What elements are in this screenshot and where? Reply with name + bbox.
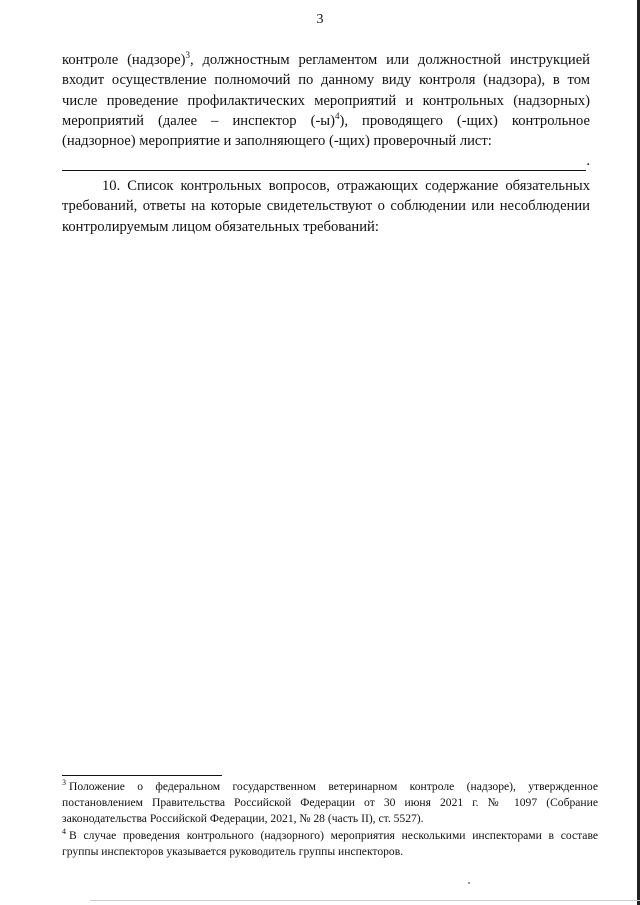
scan-bottom-edge [90, 900, 640, 901]
scan-artifact-dot [468, 882, 470, 884]
footnote-ref-4: 4 [334, 111, 340, 122]
footnote-mark: 4 [62, 826, 66, 836]
paragraph-text-part-3: ), проводящего (-щих) контрольное (надзорное) мероприятие и заполняющего (-щих) проверочный лист: [62, 112, 590, 150]
footnotes-section [62, 779, 598, 860]
paragraph-inspector-authority [62, 50, 590, 171]
fill-in-blank-line [62, 158, 586, 171]
footnote-separator [62, 775, 222, 776]
footnote-text: В случае проведения контрольного (надзорного) мероприятия несколькими инспекторами в составе группы инспекторов указывается руководитель группы инспекторов. [62, 828, 598, 858]
page-number: 3 [316, 12, 324, 27]
fill-in-line-end: . [586, 153, 590, 170]
footnote-text: Положение о федеральном государственном ветеринарном контроле (надзоре), утвержденное постановлением Правительства Российской Федерации от 30 июня 2021 г. № 1097 (Собрание законодательства Российской Федерации, 2021, № 28 (часть II), ст. 5527). [62, 780, 598, 826]
paragraph-text-part-2: , должностным регламентом или должностной инструкцией входит осуществление полномочий по данному виду контроля (надзора), в том числе проведение профилактических мероприятий и контрольных (надзорных) мероприятий (далее – инспектор (-ы) [62, 52, 590, 129]
fill-in-line-row [62, 153, 590, 171]
footnote-4 [62, 828, 598, 860]
paragraph-control-questions: 10. Список контрольных вопросов, отражающих содержание обязательных требований, ответы на которые свидетельствуют о соблюдении или несоблюдении контролируемым лицом обязательных требований: [62, 178, 590, 235]
footnote-3 [62, 779, 598, 828]
footnote-ref-3: 3 [185, 50, 190, 61]
paragraph-text-part-1: контроле (надзоре) [62, 52, 186, 68]
footnote-mark: 3 [62, 778, 66, 788]
